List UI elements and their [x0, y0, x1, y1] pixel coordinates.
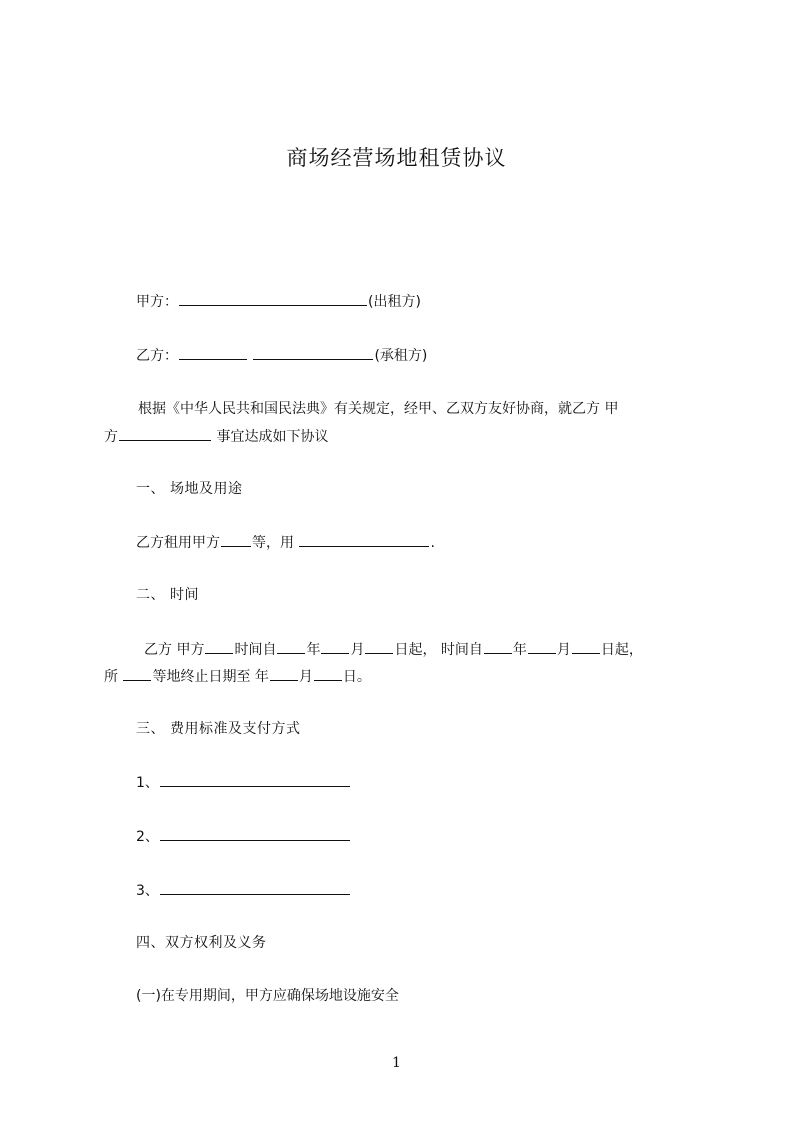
section-2-end-day-blank	[314, 666, 342, 681]
section-2-l1-b: 时间自	[234, 642, 277, 658]
section-2-l2-end: 日。	[342, 669, 371, 685]
section-4-heading: 四、双方权利及义务	[136, 935, 267, 951]
party-b-role: (承租方)	[374, 348, 428, 364]
section-2-l2-a: 所	[104, 669, 118, 685]
section-3-item-1-number: 1、	[136, 775, 159, 791]
section-3-item-3-number: 3、	[136, 883, 159, 899]
section-2-l2-month: 月	[298, 669, 313, 685]
section-2-blank-1	[205, 639, 233, 654]
party-b-line	[136, 345, 427, 366]
section-1-heading: 一、 场地及用途	[136, 481, 243, 497]
section-2-month-blank-1	[321, 639, 349, 654]
party-a-name-blank	[179, 291, 367, 306]
section-2-l1-day-end: 日起，	[600, 642, 643, 658]
section-2-l1-a: 乙方 甲方	[144, 642, 205, 658]
section-3-item-3	[136, 880, 351, 901]
party-a-label: 甲方：	[136, 294, 178, 310]
section-2-year-blank-1	[277, 639, 305, 654]
intro-line-1: 根据《中华人民共和国民法典》有关规定，经甲、乙双方友好协商，就乙方 甲	[138, 401, 619, 417]
section-2-end-month-blank	[270, 666, 298, 681]
section-2-heading: 二、 时间	[136, 587, 199, 603]
section-1-text-mid: 等，用	[252, 535, 294, 551]
party-a-line	[136, 291, 421, 312]
section-2-line-1	[144, 639, 643, 660]
section-2-l1-day-start: 日起， 时间自	[394, 642, 483, 658]
intro-line-2-end: 事宜达成如下协议	[216, 429, 329, 445]
section-3-item-3-blank	[160, 880, 350, 895]
section-1-text	[136, 532, 435, 553]
section-3-item-1	[136, 772, 351, 793]
section-3-item-2	[136, 826, 351, 847]
intro-line-2	[104, 426, 328, 447]
section-2-year-blank-2	[484, 639, 512, 654]
section-4-item-1: (一)在专用期间，甲方应确保场地设施安全	[136, 988, 399, 1004]
section-2-month-blank-2	[528, 639, 556, 654]
section-2-l2-b: 等地终止日期至 年	[152, 669, 269, 685]
section-1-site-blank	[221, 532, 251, 547]
intro-matter-blank	[119, 426, 211, 441]
party-b-name-blank	[253, 345, 373, 360]
section-2-l1-month-2: 月	[556, 642, 571, 658]
section-2-l1-month: 月	[350, 642, 365, 658]
party-b-label: 乙方：	[136, 348, 178, 364]
section-3-item-1-blank	[160, 772, 350, 787]
section-2-line-2	[104, 666, 371, 687]
section-2-site-blank	[123, 666, 151, 681]
section-3-item-2-number: 2、	[136, 829, 159, 845]
party-a-role: (出租方)	[368, 294, 421, 310]
section-2-l1-year-2: 年	[512, 642, 527, 658]
page-number: 1	[392, 1055, 401, 1071]
section-2-l1-year: 年	[306, 642, 321, 658]
section-3-item-2-blank	[160, 826, 350, 841]
section-2-day-blank-1	[365, 639, 393, 654]
document-title: 商场经营场地租赁协议	[286, 146, 507, 170]
party-b-blank-1	[179, 345, 247, 360]
section-2-day-blank-2	[572, 639, 600, 654]
section-1-text-start: 乙方租用甲方	[136, 535, 220, 551]
section-3-heading: 三、 费用标准及支付方式	[136, 721, 301, 737]
section-1-usage-blank	[299, 532, 429, 547]
intro-line-2-start: 方	[104, 429, 118, 445]
section-1-text-end: .	[430, 535, 435, 551]
